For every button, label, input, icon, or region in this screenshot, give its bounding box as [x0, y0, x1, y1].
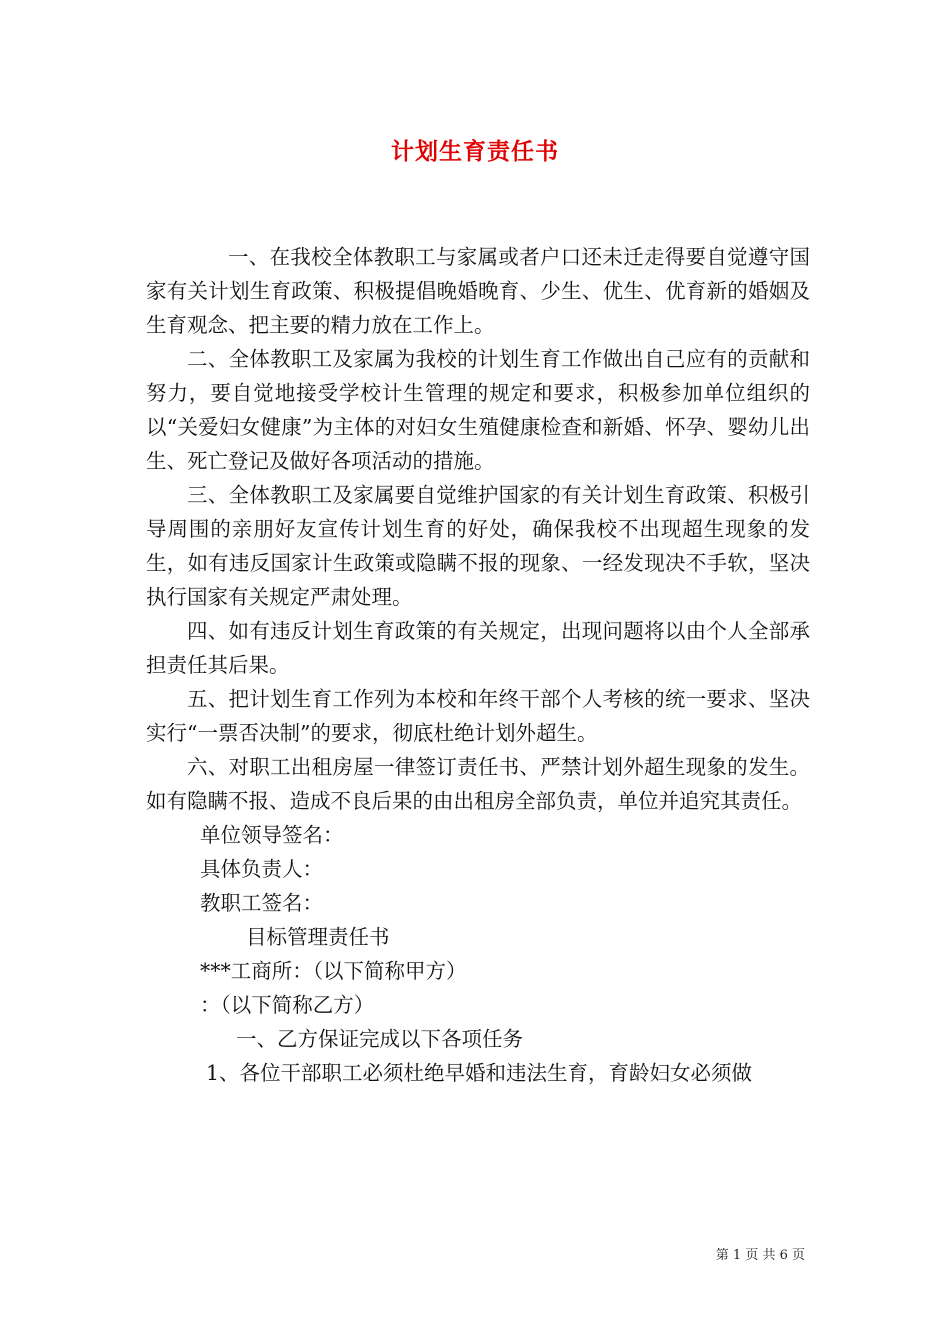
document-title: 计划生育责任书 — [391, 138, 559, 165]
task-heading: 一、乙方保证完成以下各项任务 — [236, 1027, 523, 1051]
document-body — [146, 240, 810, 1090]
responsible-person-label: 具体负责人： — [200, 857, 323, 881]
section-heading: 目标管理责任书 — [246, 925, 390, 949]
party-a-line: ***工商所：（以下简称甲方） — [200, 959, 467, 983]
leader-signature-label: 单位领导签名： — [200, 823, 344, 847]
party-b-line: ：（以下简称乙方） — [200, 993, 375, 1017]
paragraph-4: 四、如有违反计划生育政策的有关规定，出现问题将以由个人全部承担责任其后果。 — [146, 619, 810, 677]
staff-signature-label: 教职工签名： — [200, 891, 323, 915]
task-item-1: 1、各位干部职工必须杜绝早婚和违法生育，育龄妇女必须做 — [206, 1061, 753, 1085]
page-number: 第 1 页 共 6 页 — [715, 1248, 805, 1263]
paragraph-3: 三、全体教职工及家属要自觉维护国家的有关计划生育政策、积极引导周围的亲朋好友宣传计划生育的好处，确保我校不出现超生现象的发生，如有违反国家计生政策或隐瞒不报的现象、一经发现决不手软，坚决执行国家有关规定严肃处理。 — [146, 483, 810, 609]
paragraph-2: 二、全体教职工及家属为我校的计划生育工作做出自己应有的贡献和努力，要自觉地接受学校计生管理的规定和要求，积极参加单位组织的以“关爱妇女健康”为主体的对妇女生殖健康检查和新婚、怀孕、婴幼儿出生、死亡登记及做好各项活动的措施。 — [146, 347, 810, 473]
paragraph-6: 六、对职工出租房屋一律签订责任书、严禁计划外超生现象的发生。如有隐瞒不报、造成不良后果的由出租房全部负责，单位并追究其责任。 — [146, 755, 810, 813]
paragraph-5: 五、把计划生育工作列为本校和年终干部个人考核的统一要求、坚决实行“一票否决制”的要求，彻底杜绝计划外超生。 — [146, 687, 810, 745]
paragraph-1: 一、在我校全体教职工与家属或者户口还未迁走得要自觉遵守国家有关计划生育政策、积极提倡晚婚晚育、少生、优生、优育新的婚姻及生育观念、把主要的精力放在工作上。 — [146, 245, 810, 337]
